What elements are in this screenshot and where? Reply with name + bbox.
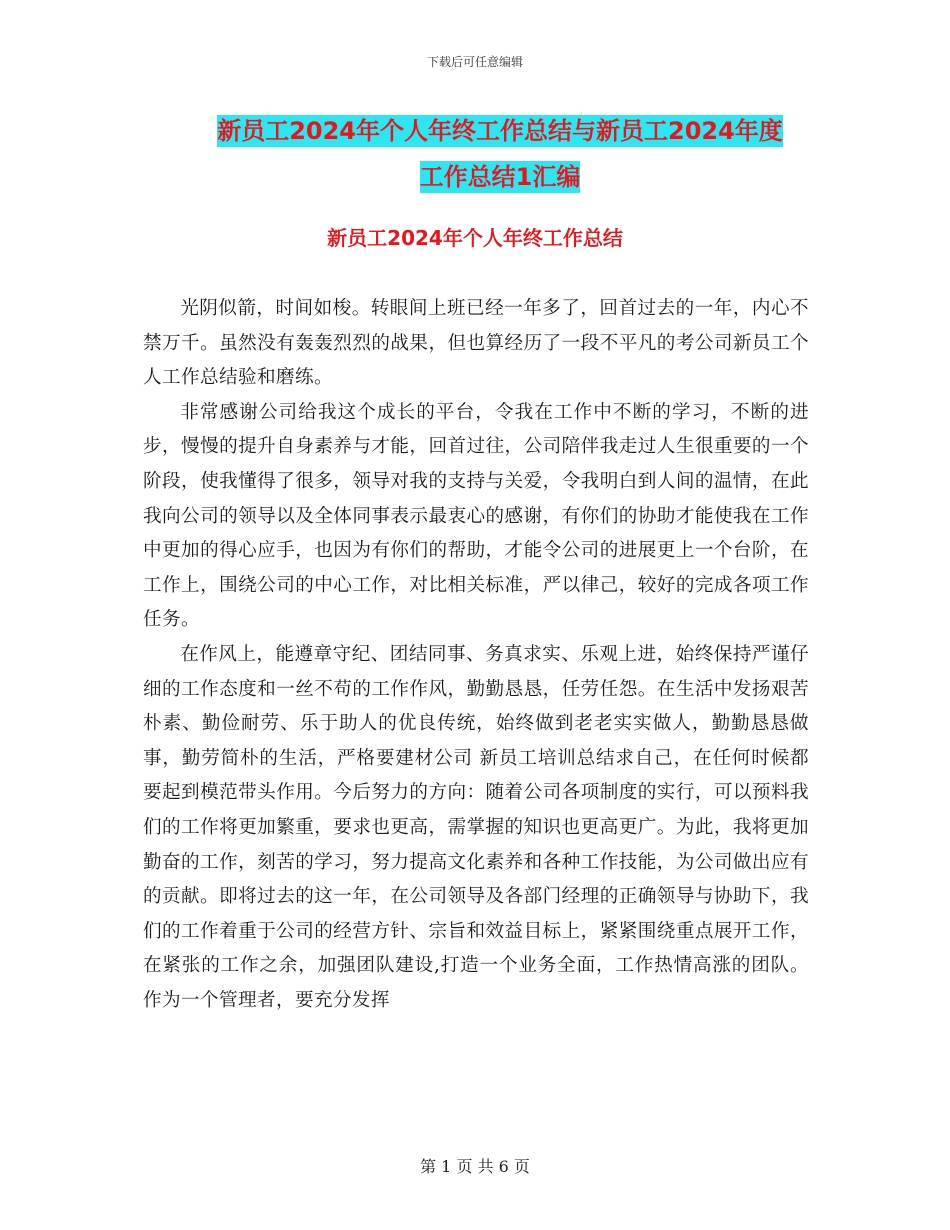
paragraph: 非常感谢公司给我这个成长的平台，令我在工作中不断的学习，不断的进步，慢慢的提升自身素养与才能，回首过往，公司陪伴我走过人生很重要的一个阶段，使我懂得了很多，领导对我的支持与关爱，令我明白到人间的温情，在此我向公司的领导以及全体同事表示最衷心的感谢，有你们的协助才能使我在工作中更加的得心应手，也因为有你们的帮助，才能令公司的进展更上一个台阶，在工作上，围绕公司的中心工作，对比相关标准，严以律己，较好的完成各项工作任务。: [143, 401, 809, 631]
page-header-note: 下载后可任意编辑: [426, 55, 523, 69]
page-footer: 第 1 页 共 6 页: [420, 1157, 530, 1176]
paragraph: 在作风上，能遵章守纪、团结同事、务真求实、乐观上进，始终保持严谨仔细的工作态度和一丝不苟的工作作风，勤勤恳恳，任劳任怨。在生活中发扬艰苦朴素、勤俭耐劳、乐于助人的优良传统，始终做到老老实实做人，勤勤恳恳做事，勤劳简朴的生活，严格要建材公司 新员工培训总结求自己，在任何时候都要起到模范带头作用。今后努力的方向：随着公司各项制度的实行，可以预料我们的工作将更加繁重，要求也更高，需掌握的知识也更高更广。为此，我将更加勤奋的工作，刻苦的学习，努力提高文化素养和各种工作技能，为公司做出应有的贡献。即将过去的这一年，在公司领导及各部门经理的正确领导与协助下，我们的工作着重于公司的经营方针、宗旨和效益目标上，紧紧围绕重点展开工作，在紧张的工作之余，加强团队建设,打造一个业务全面，工作热情高涨的团队。作为一个管理者，要充分发挥: [143, 643, 809, 1011]
document-body: [143, 292, 809, 1018]
document-title-line-1: 新员工2024年个人年终工作总结与新员工2024年度: [217, 117, 783, 145]
document-title: [145, 108, 855, 200]
document-title-line-2: 工作总结1汇编: [419, 163, 581, 191]
section-title: 新员工2024年个人年终工作总结: [327, 226, 623, 250]
paragraph: 光阴似箭，时间如梭。转眼间上班已经一年多了，回首过去的一年，内心不禁万千。虽然没有轰轰烈烈的战果，但也算经历了一段不平凡的考公司新员工个人工作总结验和磨练。: [143, 298, 809, 389]
